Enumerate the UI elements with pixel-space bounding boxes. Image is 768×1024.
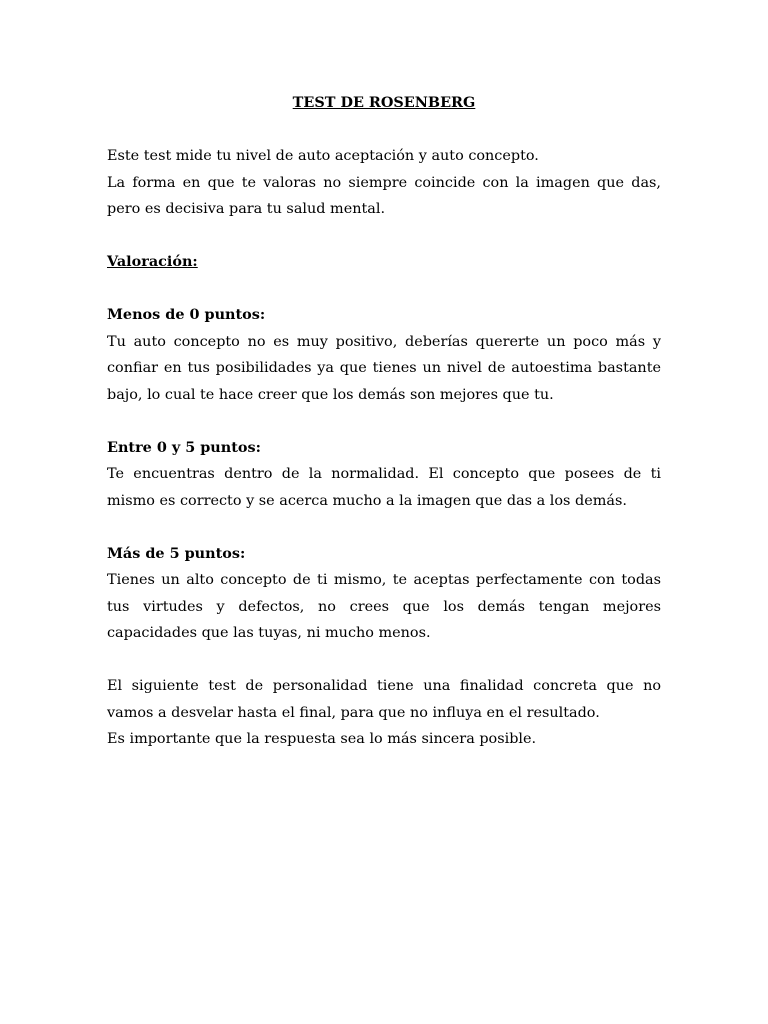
closing-line: Es importante que la respuesta sea lo más sincera posible. — [107, 731, 537, 747]
spacer — [107, 276, 661, 303]
section-text-menos-de-0 — [107, 329, 661, 409]
section-heading-mas-de-5: Más de 5 puntos: — [107, 544, 246, 562]
section-line: bajo, lo cual te hace creer que los demás son mejores que tu. — [107, 386, 554, 403]
spacer — [107, 223, 661, 250]
spacer — [107, 408, 661, 435]
section-line: mismo es correcto y se acerca mucho a la imagen que das a los demás. — [107, 492, 627, 509]
valoracion-heading: Valoración: — [107, 253, 198, 270]
intro-line: pero es decisiva para tu salud mental. — [107, 201, 386, 217]
section-text-mas-de-5 — [107, 567, 661, 647]
section-line: Te encuentras dentro de la normalidad. El concepto que posees de ti — [107, 466, 661, 482]
section-heading-menos-de-0: Menos de 0 puntos: — [107, 306, 266, 323]
closing-paragraph — [107, 673, 661, 753]
document-title: TEST DE ROSENBERG — [292, 94, 476, 111]
closing-line: El siguiente test de personalidad tiene una finalidad concreta que no — [107, 678, 661, 694]
section-line: capacidades que las tuyas, ni mucho menos. — [107, 625, 431, 641]
spacer — [107, 514, 661, 541]
section-heading-entre-0-y-5: Entre 0 y 5 puntos: — [107, 438, 261, 456]
section-line: tus virtudes y defectos, no crees que los demás tengan mejores — [107, 598, 661, 615]
intro-paragraph — [107, 143, 661, 223]
spacer — [107, 647, 661, 674]
section-line: confiar en tus posibilidades ya que tienes un nivel de autoestima bastante — [107, 360, 661, 376]
intro-line: La forma en que te valoras no siempre coincide con la imagen que das, — [107, 174, 661, 191]
section-text-entre-0-y-5 — [107, 461, 661, 514]
section-line: Tu auto concepto no es muy positivo, deberías quererte un poco más y — [107, 333, 661, 350]
intro-line: Este test mide tu nivel de auto aceptación y auto concepto. — [107, 148, 539, 164]
document-body — [107, 90, 661, 753]
closing-line: vamos a desvelar hasta el final, para que no influya en el resultado. — [107, 704, 600, 721]
section-line: Tienes un alto concepto de ti mismo, te aceptas perfectamente con todas — [107, 572, 661, 588]
